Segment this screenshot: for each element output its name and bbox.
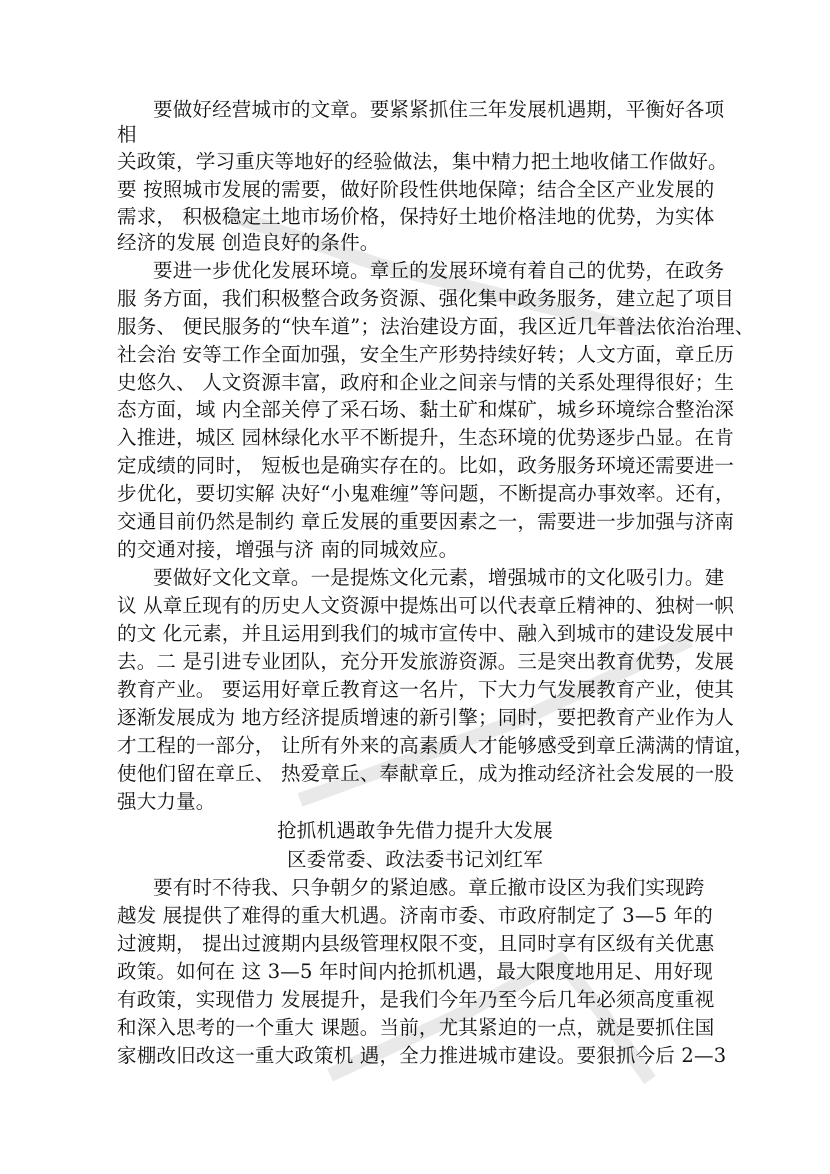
- paragraph-line: 有政策，实现借力 发展提升，是我们今年乃至今后几年必须高度重视: [117, 988, 715, 1011]
- paragraph-line: 史悠久、 人文资源丰富，政府和企业之间亲与情的关系处理得很好；生: [117, 371, 735, 394]
- paragraph-line: 去。二 是引进专业团队，充分开发旅游资源。三是突出教育优势，发展: [117, 650, 735, 673]
- paragraph-line: 越发 展提供了难得的重大机遇。济南市委、市政府制定了 3—5 年的: [117, 904, 714, 927]
- paragraph-line: 和深入思考的一个重大 课题。当前，尤其紧迫的一点，就是要抓住国: [117, 1016, 715, 1039]
- paragraph-line: 才工程的一部分， 让所有外来的高素质人才能够感受到章丘满满的情谊，: [117, 734, 754, 757]
- paragraph-line: 要进一步优化发展环境。章丘的发展环境有着自己的优势，在政务: [153, 259, 725, 282]
- paragraph-line: 要做好文化文章。一是提炼文化元素，增强城市的文化吸引力。建: [153, 566, 725, 589]
- paragraph-line: 政策。如何在 这 3—5 年时间内抢抓机遇，最大限度地用足、用好现: [117, 960, 714, 983]
- paragraph-line: 要有时不待我、只争朝夕的紧迫感。章丘撤市设区为我们实现跨: [153, 876, 705, 899]
- paragraph-line: 经济的发展 创造良好的条件。: [117, 231, 380, 254]
- paragraph-line: 服务、 便民服务的“快车道”；法治建设方面，我区近几年普法依治治理、: [117, 315, 755, 338]
- paragraph-line: 社会治 安等工作全面加强，安全生产形势持续好转；人文方面，章丘历: [117, 343, 735, 366]
- paragraph-line: 服 务方面，我们积极整合政务资源、强化集中政务服务，建立起了项目: [117, 287, 735, 310]
- paragraph-line: 相: [117, 123, 137, 146]
- paragraph-line: 教育产业。 要运用好章丘教育这一名片，下大力气发展教育产业，使其: [117, 678, 735, 701]
- paragraph-line: 入推进，城区 园林绿化水平不断提升，生态环境的优势逐步凸显。在肯: [117, 426, 735, 449]
- paragraph-line: 态方面，域 内全部关停了采石场、黏土矿和煤矿，城乡环境综合整治深: [117, 398, 735, 421]
- paragraph-line: 要做好经营城市的文章。要紧紧抓住三年发展机遇期，平衡好各项: [153, 98, 725, 121]
- article-byline: 区委常委、政法委书记刘红军: [286, 848, 544, 871]
- paragraph-line: 需求， 积极稳定土地市场价格，保持好土地价格洼地的优势，为实体: [117, 205, 715, 228]
- paragraph-line: 交通目前仍然是制约 章丘发展的重要因素之一，需要进一步加强与济南: [117, 510, 735, 533]
- paragraph-line: 家棚改旧改这一重大政策机 遇，全力推进城市建设。要狠抓今后 2—3: [117, 1044, 727, 1067]
- paragraph-line: 的交通对接，增强与济 南的同城效应。: [117, 538, 459, 561]
- paragraph-line: 的文 化元素，并且运用到我们的城市宣传中、融入到城市的建设发展中: [117, 622, 735, 645]
- paragraph-line: 步优化，要切实解 决好“小鬼难缠”等问题，不断提高办事效率。还有，: [117, 482, 735, 505]
- paragraph-line: 定成绩的同时， 短板也是确实存在的。比如，政务服务环境还需要进一: [117, 454, 735, 477]
- paragraph-line: 使他们留在章丘、 热爱章丘、奉献章丘，成为推动经济社会发展的一股: [117, 762, 735, 785]
- paragraph-line: 议 从章丘现有的历史人文资源中提炼出可以代表章丘精神的、独树一帜: [117, 594, 735, 617]
- paragraph-line: 逐渐发展成为 地方经济提质增速的新引擎；同时，要把教育产业作为人: [117, 706, 735, 729]
- paragraph-line: 关政策，学习重庆等地好的经验做法，集中精力把土地收储工作做好。: [117, 150, 728, 173]
- paragraph-line: 要 按照城市发展的需要，做好阶段性供地保障；结合全区产业发展的: [117, 178, 715, 201]
- paragraph-line: 强大力量。: [117, 790, 216, 813]
- paragraph-line: 过渡期， 提出过渡期内县级管理权限不变，且同时享有区级有关优惠: [117, 932, 715, 955]
- article-title: 抢抓机遇敢争先借力提升大发展: [277, 819, 553, 842]
